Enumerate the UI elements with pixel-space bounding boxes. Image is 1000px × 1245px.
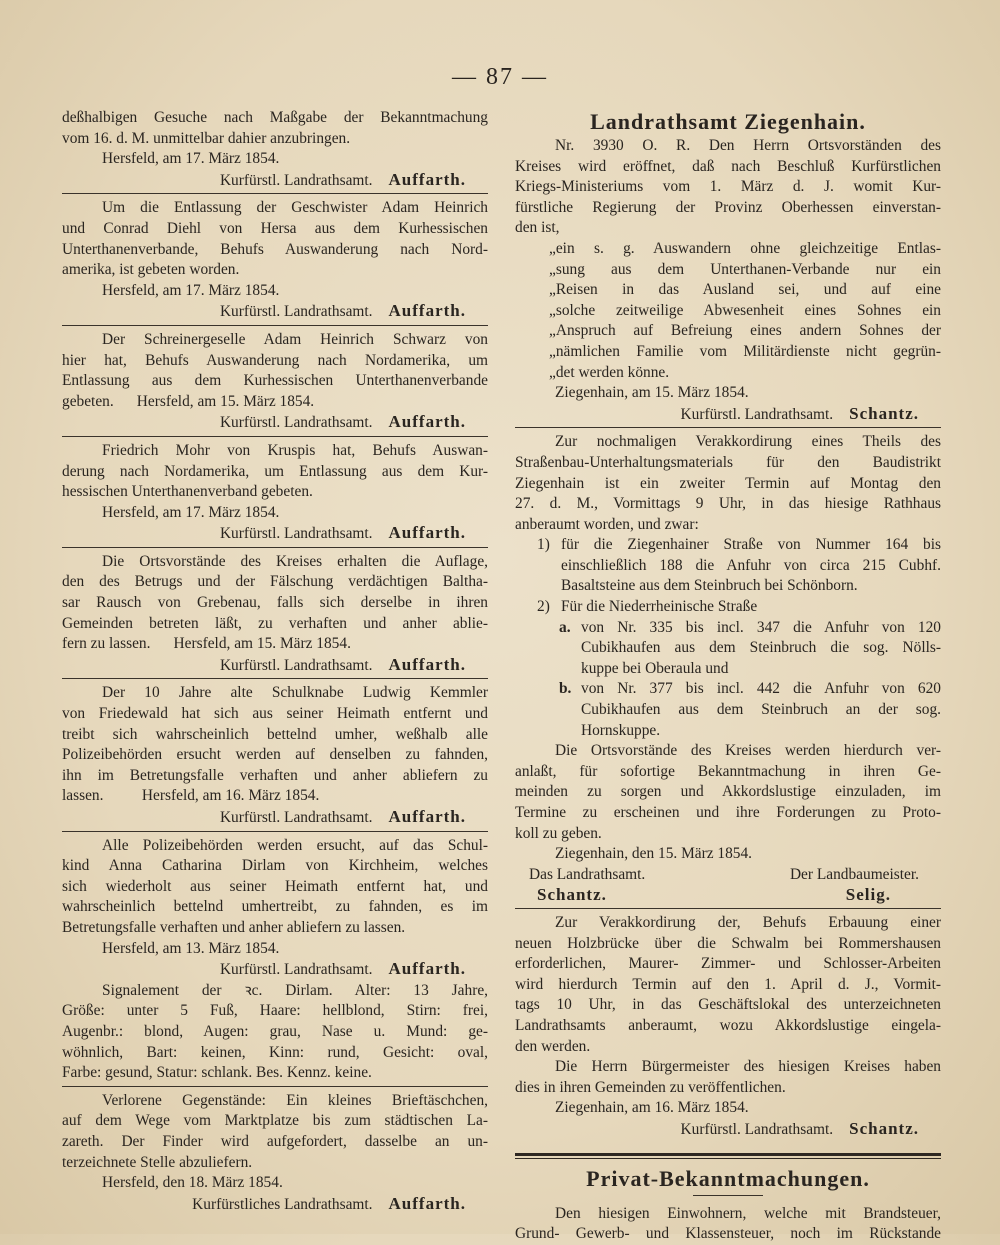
notice-date: Hersfeld, am 17. März 1854. [102, 150, 280, 168]
line-text: von Friedewald hat sich aus seiner Heimath entfernt und [62, 705, 488, 723]
line-text: Größe: unter 5 Fuß, Haare: hellblond, Stirn: frei, [62, 1002, 488, 1020]
line-text: meinden zu sorgen und Akkordslustige einzuladen, im [515, 783, 941, 801]
text-line [515, 198, 941, 219]
paragraph [62, 836, 488, 939]
text-line [515, 301, 941, 322]
line-text: sar Rausch von Grebenau, falls sich derselbe in ihren [62, 594, 488, 612]
text-line [62, 1091, 488, 1112]
line-text: terzeichnete Stelle abzuliefern. [62, 1153, 253, 1171]
notice [62, 330, 488, 434]
text-line [62, 786, 488, 807]
line-text: wöhnlich, Bart: keinen, Kinn: rund, Gesicht: oval, [62, 1043, 488, 1061]
issuing-office: Kurfürstl. Landrathsamt. [219, 809, 373, 826]
line-text: den werden. [515, 1037, 591, 1055]
text-line [62, 441, 488, 462]
text-line [62, 1153, 488, 1174]
line-text: Alle Polizeibehörden werden ersucht, auf das Schul- [102, 836, 488, 854]
text-line [62, 918, 488, 939]
paragraph [62, 1091, 488, 1173]
signature-line [62, 523, 488, 545]
line-text: Kreises wird eröffnet, daß nach Beschluß Kurfürstlichen [515, 157, 941, 175]
text-line [62, 981, 488, 1002]
signature-names [515, 885, 941, 906]
section-heading: Privat-Bekanntmachungen. [586, 1165, 870, 1191]
line-text: derung nach Nordamerika, um Entlassung aus dem Kur- [62, 462, 488, 480]
text-line [62, 1043, 488, 1064]
line-text: deßhalbigen Gesuche nach Maßgabe der Bekanntmachung [62, 109, 488, 126]
signer-name: Auffarth. [388, 169, 466, 189]
text-line [515, 576, 941, 597]
text-line [62, 766, 488, 787]
text-line [515, 260, 941, 281]
notice [62, 1091, 488, 1216]
signer-name: Schantz. [849, 1118, 919, 1138]
line-text: neuen Holzbrücke über die Schwalm bei Rommershausen [515, 934, 941, 952]
text-line [515, 342, 941, 363]
text-line [62, 260, 488, 281]
line-text: von Nr. 377 bis incl. 442 die Anfuhr von 620 [581, 680, 941, 698]
notice [62, 108, 488, 191]
signer-name: Auffarth. [388, 301, 466, 321]
paragraph [515, 239, 941, 383]
text-line [515, 1204, 941, 1225]
issuing-office: Kurfürstl. Landrathsamt. [219, 525, 373, 543]
text-line [62, 704, 488, 725]
line-text: Nr. 3930 O. R. Den Herrn Ortsvorständen des [555, 137, 941, 154]
line-text: Für die Niederrheinische Straße [561, 598, 758, 616]
text-line [515, 453, 941, 474]
signer-name: Auffarth. [388, 654, 466, 674]
line-text: Grund- Gewerb- und Klassensteuer, noch im Rückstande [515, 1225, 941, 1243]
text-line [515, 1016, 941, 1037]
line-text: Cubikhaufen aus dem Steinbruch an der sog. [581, 701, 941, 719]
signer-name: Selig. [845, 885, 891, 905]
paragraph [515, 618, 941, 680]
notice [515, 913, 941, 1141]
issuing-office: Kurfürstl. Landrathsamt. [219, 303, 373, 321]
signature-line [515, 404, 941, 426]
line-text: Um die Entlassung der Geschwister Adam Heinrich [102, 199, 488, 217]
line-text: „Anspruch auf Befreiung eines andern Sohnes der [549, 322, 941, 340]
text-line [62, 240, 488, 261]
notice-date: Hersfeld, den 18. März 1854. [102, 1174, 283, 1192]
line-text: Kriegs-Ministeriums vom 1. März d. J. womit Kur- [515, 178, 941, 196]
line-text: Augenbr.: blond, Augen: grau, Nase u. Mund: ge- [62, 1022, 488, 1040]
paragraph [62, 981, 488, 1084]
signature-offices [515, 865, 941, 886]
line-text: Entlassung aus dem Kurhessischen Unterthanenverbande [62, 372, 488, 390]
line-text: wird hierdurch Termin auf den 1. April d. J., Vormit- [515, 975, 941, 993]
list-marker: 2) [537, 598, 550, 616]
text-line [515, 597, 941, 618]
notice [62, 552, 488, 677]
text-line [515, 218, 941, 239]
issuing-office: Kurfürstl. Landrathsamt. [219, 171, 373, 189]
issuing-office: Kurfürstl. Landrathsamt. [219, 414, 373, 432]
text-line [515, 782, 941, 803]
divider-rule [515, 427, 941, 428]
line-text: kind Anna Catharina Dirlam von Kirchheim, welches [62, 857, 488, 875]
line-text: „sung aus dem Unterthanen-Verbande nur ein [549, 260, 941, 278]
signer-name: Auffarth. [388, 412, 466, 432]
section-divider [515, 1153, 941, 1159]
text-line [515, 638, 941, 659]
text-line [515, 515, 941, 536]
text-line [62, 683, 488, 704]
line-text: ihn im Betretungsfalle verhaften und anher abliefern zu [62, 766, 488, 784]
divider-rule [515, 908, 941, 909]
line-text: „nämlichen Familie vom Militärdienste nicht gegrün- [549, 342, 941, 360]
line-text: und Conrad Diehl von Hersa aus dem Kurhessischen [62, 219, 488, 237]
line-text: Signalement der ꝛc. Dirlam. Alter: 13 Jahre, [102, 981, 488, 999]
line-text: Den hiesigen Einwohnern, welche mit Brandsteuer, [555, 1204, 941, 1222]
text-line [515, 995, 941, 1016]
signature-line [62, 412, 488, 434]
divider-rule [62, 325, 488, 326]
line-text: Der Schreinergeselle Adam Heinrich Schwarz von [102, 330, 488, 348]
line-text: von Nr. 335 bis incl. 347 die Anfuhr von 120 [581, 618, 941, 636]
text-line [62, 392, 488, 413]
text-line [515, 913, 941, 934]
signer-name: Auffarth. [388, 1193, 466, 1213]
signer-name: Schantz. [537, 885, 607, 905]
text-line [515, 1037, 941, 1058]
text-line [515, 363, 941, 384]
paragraph [515, 1057, 941, 1098]
line-text: anberaumt worden, und zwar: [515, 515, 699, 533]
issuing-office: Kurfürstl. Landrathsamt. [680, 405, 834, 423]
divider-rule [62, 1086, 488, 1087]
issuing-office: Kurfürstl. Landrathsamt. [219, 656, 373, 674]
text-line [62, 552, 488, 573]
line-text: Ziegenhain ist ein zweiter Termin auf Montag den [515, 474, 941, 492]
text-line [515, 934, 941, 955]
text-line [62, 634, 488, 655]
line-text: Zur Verakkordirung der, Behufs Erbauung einer [555, 913, 941, 931]
line-text: Straßenbau-Unterhaltungsmaterials für den Baudistrikt [515, 453, 941, 471]
line-text: tags 10 Uhr, in das Geschäftslokal des unterzeichneten [515, 996, 941, 1014]
text-line [515, 975, 941, 996]
issuing-office: Kurfürstl. Landrathsamt. [219, 961, 373, 979]
paragraph [515, 535, 941, 597]
line-text: Die Ortsvorstände des Kreises werden hierdurch ver- [555, 742, 941, 760]
line-text: „det werden könne. [549, 363, 670, 381]
line-text: zareth. Der Finder wird aufgefordert, dasselbe an un- [62, 1132, 488, 1150]
text-line [515, 659, 941, 680]
paragraph [62, 683, 488, 807]
line-text: „Reisen in das Ausland sei, und auf eine [549, 281, 941, 299]
line-text: Verlorene Gegenstände: Ein kleines Brieftäschchen, [102, 1091, 488, 1109]
notice-date: Ziegenhain, am 16. März 1854. [555, 1099, 749, 1117]
text-line [515, 1224, 941, 1245]
text-line [62, 856, 488, 877]
notice-date: Ziegenhain, den 15. März 1854. [555, 845, 753, 863]
line-text: hessischen Unterthanenverband gebeten. [62, 483, 313, 501]
divider-rule [62, 547, 488, 548]
notice [515, 432, 941, 906]
line-text: für die Ziegenhainer Straße von Nummer 164 bis [561, 536, 941, 554]
line-text: koll zu geben. [515, 824, 602, 842]
text-line [515, 721, 941, 742]
divider-rule [62, 678, 488, 679]
text-line [515, 321, 941, 342]
text-line [62, 897, 488, 918]
divider-rule [62, 436, 488, 437]
signature-line [515, 1119, 941, 1141]
paragraph [62, 198, 488, 280]
text-line [515, 280, 941, 301]
text-line [62, 219, 488, 240]
paragraph [515, 136, 941, 239]
line-text: amerika, ist gebeten worden. [62, 261, 240, 279]
paragraph [62, 441, 488, 503]
text-line [515, 432, 941, 453]
text-line [515, 177, 941, 198]
paragraph [515, 432, 941, 535]
text-line [515, 824, 941, 845]
text-line [515, 474, 941, 495]
text-line [515, 803, 941, 824]
text-line [515, 954, 941, 975]
line-text: „solche zeitweilige Abwesenheit eines Sohnes ein [549, 301, 941, 319]
text-line [62, 1063, 488, 1084]
line-text: Landrathsamts anberaumt, wozu Akkordslustige eingela- [515, 1016, 941, 1034]
line-text: fürstliche Regierung der Provinz Oberhessen einverstan- [515, 198, 941, 216]
right-column [515, 108, 941, 1245]
text-line [515, 239, 941, 260]
line-text: kuppe bei Oberaula und [581, 659, 729, 677]
line-text: Zur nochmaligen Verakkordirung eines Theils des [555, 433, 941, 451]
line-text: einschließlich 188 die Anfuhr von circa 215 Cubhf. [561, 556, 941, 574]
text-line [515, 1078, 941, 1099]
line-text: erforderlichen, Maurer- Zimmer- und Schlosser-Arbeiten [515, 955, 941, 973]
text-line [62, 129, 488, 150]
text-line [62, 108, 488, 129]
list-marker: 1) [537, 536, 550, 554]
text-line [515, 556, 941, 577]
paragraph [515, 679, 941, 741]
notice [62, 836, 488, 1084]
text-line [62, 745, 488, 766]
notice [62, 441, 488, 545]
text-line [62, 1132, 488, 1153]
issuing-office: Der Landbaumeister. [789, 865, 919, 883]
signer-name: Auffarth. [388, 523, 466, 543]
line-text: 27. d. M., Vormittags 9 Uhr, in das hiesige Rathhaus [515, 495, 941, 513]
text-line [62, 482, 488, 503]
notice-date: Hersfeld, am 17. März 1854. [102, 503, 280, 521]
line-text: Betretungsfalle verhaften und anher abliefern zu lassen. [62, 918, 406, 936]
paragraph [62, 108, 488, 149]
text-line [515, 700, 941, 721]
paragraph [62, 552, 488, 655]
line-text: anlaßt, für sofortige Bekanntmachung in ihren Ge- [515, 762, 941, 780]
notice-date: Ziegenhain, am 15. März 1854. [555, 384, 749, 402]
signature-line [62, 959, 488, 981]
line-text: dies in ihren Gemeinden zu veröffentlichen. [515, 1078, 786, 1096]
line-text: vom 16. d. M. unmittelbar dahier anzubringen. [62, 129, 351, 147]
text-line [515, 157, 941, 178]
list-marker: a. [559, 618, 571, 636]
text-line [62, 1111, 488, 1132]
signer-name: Schantz. [849, 403, 919, 423]
text-line [62, 593, 488, 614]
line-text: Unterthanenverbande, Behufs Auswanderung nach Nord- [62, 240, 488, 258]
paragraph [515, 597, 941, 618]
text-line [62, 877, 488, 898]
line-text: Cubikhaufen aus dem Steinbruch die sog. Nölls- [581, 639, 941, 657]
line-text: Hornskuppe. [581, 721, 661, 739]
line-text: sich wiederholt aus seiner Heimath entfernt hat, und [62, 877, 488, 895]
signature-line [62, 1194, 488, 1216]
signature-line [62, 807, 488, 829]
text-line [515, 494, 941, 515]
signature-line [62, 301, 488, 323]
line-text: Die Herrn Bürgermeister des hiesigen Kreises haben [555, 1058, 941, 1076]
text-line [62, 725, 488, 746]
page-number: — 87 — [452, 64, 548, 90]
text-line [62, 836, 488, 857]
issuing-office: Kurfürstliches Landrathsamt. [192, 1195, 373, 1213]
line-text: lassen. Hersfeld, am 16. März 1854. [62, 787, 320, 805]
text-line [62, 1022, 488, 1043]
line-text: hier hat, Behufs Auswanderung nach Nordamerika, um [62, 351, 488, 369]
paragraph [515, 1204, 941, 1245]
paragraph [515, 741, 941, 844]
text-line [515, 618, 941, 639]
line-text: Friedrich Mohr von Kruspis hat, Behufs Auswan- [102, 441, 488, 459]
text-line [62, 1001, 488, 1022]
text-line [62, 614, 488, 635]
notice-date: Hersfeld, am 13. März 1854. [102, 939, 280, 957]
text-line [515, 679, 941, 700]
divider-rule [62, 831, 488, 832]
list-marker: b. [559, 680, 572, 698]
signature-line [62, 170, 488, 192]
heading-underline [693, 1195, 763, 1196]
line-text: Farbe: gesund, Statur: schlank. Bes. Kennz. keine. [62, 1064, 372, 1082]
text-line [62, 198, 488, 219]
line-text: den ist, [515, 219, 560, 237]
divider-rule [62, 193, 488, 194]
line-text: den des Betrugs und der Fälschung verdächtigen Baltha- [62, 573, 488, 591]
signature-line [62, 655, 488, 677]
line-text: gebeten. Hersfeld, am 15. März 1854. [62, 392, 315, 410]
issuing-office: Das Landrathsamt. [529, 865, 646, 883]
notice [515, 136, 941, 425]
section-heading: Landrathsamt Ziegenhain. [590, 109, 866, 134]
notice [62, 198, 488, 323]
line-text: Der 10 Jahre alte Schulknabe Ludwig Kemmler [102, 684, 488, 702]
line-text: wahrscheinlich bettelnd umhertreibt, zu fahnden, es im [62, 898, 488, 916]
line-text: treibt sich wahrscheinlich bettelnd umher, weßhalb alle [62, 725, 488, 743]
text-line [62, 572, 488, 593]
text-line [62, 351, 488, 372]
notice [62, 683, 488, 828]
left-column [62, 108, 488, 1215]
paragraph [515, 913, 941, 1057]
line-text: auf dem Wege vom Marktplatze bis zum städtischen La- [62, 1112, 488, 1130]
text-line [62, 371, 488, 392]
line-text: „ein s. g. Auswandern ohne gleichzeitige Entlas- [549, 239, 941, 257]
text-line [62, 462, 488, 483]
line-text: Termine zu erscheinen und ihre Forderungen zu Proto- [515, 804, 941, 821]
line-text: Die Ortsvorstände des Kreises erhalten die Auflage, [102, 552, 488, 570]
text-line [515, 136, 941, 157]
paragraph [62, 330, 488, 412]
signer-name: Auffarth. [388, 959, 466, 979]
signer-name: Auffarth. [388, 807, 466, 826]
line-text: fern zu lassen. Hersfeld, am 15. März 1854. [62, 635, 351, 653]
text-line [515, 762, 941, 783]
text-line [515, 741, 941, 762]
notice-date: Hersfeld, am 17. März 1854. [102, 281, 280, 299]
line-text: Polizeibehörden ersucht werden auf denselben zu fahnden, [62, 746, 488, 764]
issuing-office: Kurfürstl. Landrathsamt. [680, 1120, 834, 1138]
text-line [62, 330, 488, 351]
notice [515, 1204, 941, 1245]
line-text: Gemeinden betreten läßt, zu verhaften und anher ablie- [62, 614, 488, 632]
text-line [515, 535, 941, 556]
line-text: Basaltsteine aus dem Steinbruch bei Schönborn. [561, 577, 858, 595]
text-line [515, 1057, 941, 1078]
